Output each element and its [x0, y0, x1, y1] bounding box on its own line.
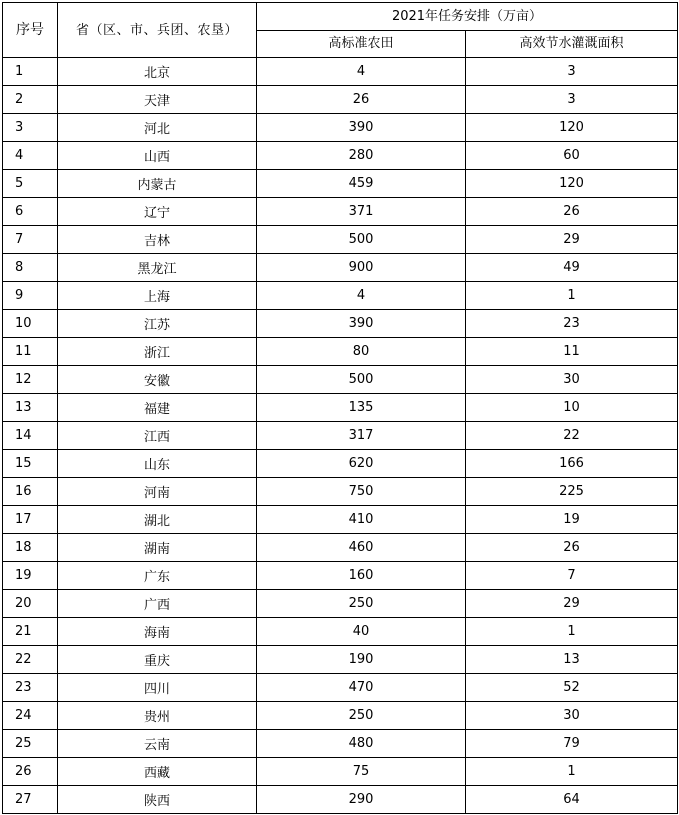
- irrigation-cell: 1: [466, 758, 678, 786]
- farmland-column-header: 高标准农田: [257, 31, 466, 58]
- table-row: [3, 170, 678, 198]
- row-index-cell: 4: [3, 142, 58, 170]
- row-index-cell: 24: [3, 702, 58, 730]
- province-cell: 河南: [58, 478, 257, 506]
- farmland-cell: 470: [257, 674, 466, 702]
- farmland-cell: 459: [257, 170, 466, 198]
- table-row: [3, 58, 678, 86]
- farmland-cell: 26: [257, 86, 466, 114]
- irrigation-cell: 120: [466, 114, 678, 142]
- farmland-cell: 390: [257, 114, 466, 142]
- row-index-cell: 19: [3, 562, 58, 590]
- table-body: [3, 58, 678, 814]
- header-row: [3, 3, 678, 31]
- row-index-cell: 3: [3, 114, 58, 142]
- province-cell: 湖北: [58, 506, 257, 534]
- irrigation-cell: 22: [466, 422, 678, 450]
- farmland-cell: 500: [257, 226, 466, 254]
- table-row: [3, 562, 678, 590]
- farmland-cell: 460: [257, 534, 466, 562]
- irrigation-cell: 29: [466, 226, 678, 254]
- irrigation-cell: 11: [466, 338, 678, 366]
- irrigation-cell: 7: [466, 562, 678, 590]
- irrigation-cell: 23: [466, 310, 678, 338]
- farmland-cell: 390: [257, 310, 466, 338]
- row-index-cell: 12: [3, 366, 58, 394]
- row-index-cell: 10: [3, 310, 58, 338]
- irrigation-column-header: 高效节水灌溉面积: [466, 31, 678, 58]
- row-index-cell: 6: [3, 198, 58, 226]
- farmland-cell: 317: [257, 422, 466, 450]
- row-index-cell: 8: [3, 254, 58, 282]
- province-cell: 天津: [58, 86, 257, 114]
- table-row: [3, 730, 678, 758]
- table-row: [3, 618, 678, 646]
- row-index-cell: 23: [3, 674, 58, 702]
- province-cell: 重庆: [58, 646, 257, 674]
- table-row: [3, 758, 678, 786]
- province-cell: 安徽: [58, 366, 257, 394]
- row-index-cell: 9: [3, 282, 58, 310]
- farmland-cell: 4: [257, 282, 466, 310]
- irrigation-cell: 166: [466, 450, 678, 478]
- table-row: [3, 198, 678, 226]
- irrigation-cell: 49: [466, 254, 678, 282]
- farmland-cell: 250: [257, 590, 466, 618]
- table-row: [3, 142, 678, 170]
- table-row: [3, 254, 678, 282]
- row-index-cell: 27: [3, 786, 58, 814]
- farmland-cell: 280: [257, 142, 466, 170]
- irrigation-cell: 10: [466, 394, 678, 422]
- table-row: [3, 366, 678, 394]
- table-row: [3, 646, 678, 674]
- irrigation-cell: 52: [466, 674, 678, 702]
- farmland-cell: 750: [257, 478, 466, 506]
- farmland-cell: 190: [257, 646, 466, 674]
- table-row: [3, 786, 678, 814]
- irrigation-cell: 3: [466, 86, 678, 114]
- province-cell: 山西: [58, 142, 257, 170]
- table-row: [3, 394, 678, 422]
- province-column-header: 省（区、市、兵团、农垦）: [58, 3, 257, 58]
- province-cell: 黑龙江: [58, 254, 257, 282]
- farmland-cell: 620: [257, 450, 466, 478]
- table-row: [3, 114, 678, 142]
- row-index-cell: 25: [3, 730, 58, 758]
- irrigation-cell: 120: [466, 170, 678, 198]
- irrigation-cell: 26: [466, 534, 678, 562]
- table-row: [3, 534, 678, 562]
- row-index-cell: 26: [3, 758, 58, 786]
- irrigation-cell: 79: [466, 730, 678, 758]
- farmland-cell: 80: [257, 338, 466, 366]
- table-row: [3, 226, 678, 254]
- irrigation-cell: 13: [466, 646, 678, 674]
- province-cell: 广西: [58, 590, 257, 618]
- farmland-cell: 900: [257, 254, 466, 282]
- table-row: [3, 282, 678, 310]
- table-row: [3, 450, 678, 478]
- farmland-cell: 135: [257, 394, 466, 422]
- row-index-cell: 18: [3, 534, 58, 562]
- table-row: [3, 702, 678, 730]
- province-cell: 吉林: [58, 226, 257, 254]
- irrigation-cell: 60: [466, 142, 678, 170]
- province-cell: 上海: [58, 282, 257, 310]
- row-index-cell: 13: [3, 394, 58, 422]
- table-row: [3, 310, 678, 338]
- irrigation-cell: 29: [466, 590, 678, 618]
- irrigation-cell: 64: [466, 786, 678, 814]
- irrigation-cell: 30: [466, 702, 678, 730]
- farmland-cell: 4: [257, 58, 466, 86]
- farmland-cell: 371: [257, 198, 466, 226]
- province-cell: 福建: [58, 394, 257, 422]
- task-group-header: 2021年任务安排（万亩）: [257, 3, 678, 31]
- row-index-cell: 5: [3, 170, 58, 198]
- province-cell: 江西: [58, 422, 257, 450]
- farmland-cell: 160: [257, 562, 466, 590]
- province-cell: 陕西: [58, 786, 257, 814]
- row-index-cell: 15: [3, 450, 58, 478]
- province-cell: 四川: [58, 674, 257, 702]
- province-cell: 贵州: [58, 702, 257, 730]
- table-row: [3, 590, 678, 618]
- row-index-cell: 17: [3, 506, 58, 534]
- table-row: [3, 506, 678, 534]
- farmland-cell: 250: [257, 702, 466, 730]
- row-index-cell: 7: [3, 226, 58, 254]
- farmland-cell: 500: [257, 366, 466, 394]
- province-cell: 浙江: [58, 338, 257, 366]
- irrigation-cell: 30: [466, 366, 678, 394]
- province-cell: 北京: [58, 58, 257, 86]
- row-index-cell: 21: [3, 618, 58, 646]
- row-index-cell: 20: [3, 590, 58, 618]
- table-row: [3, 478, 678, 506]
- province-cell: 山东: [58, 450, 257, 478]
- table-row: [3, 674, 678, 702]
- row-index-cell: 1: [3, 58, 58, 86]
- province-cell: 广东: [58, 562, 257, 590]
- irrigation-cell: 225: [466, 478, 678, 506]
- province-cell: 江苏: [58, 310, 257, 338]
- farmland-cell: 75: [257, 758, 466, 786]
- farmland-cell: 480: [257, 730, 466, 758]
- irrigation-cell: 19: [466, 506, 678, 534]
- farmland-cell: 40: [257, 618, 466, 646]
- province-cell: 辽宁: [58, 198, 257, 226]
- farmland-cell: 410: [257, 506, 466, 534]
- province-cell: 云南: [58, 730, 257, 758]
- irrigation-cell: 3: [466, 58, 678, 86]
- row-index-cell: 16: [3, 478, 58, 506]
- irrigation-cell: 1: [466, 282, 678, 310]
- province-cell: 河北: [58, 114, 257, 142]
- irrigation-cell: 1: [466, 618, 678, 646]
- province-cell: 内蒙古: [58, 170, 257, 198]
- index-column-header: 序号: [3, 3, 58, 58]
- row-index-cell: 22: [3, 646, 58, 674]
- table-header: [3, 3, 678, 58]
- row-index-cell: 11: [3, 338, 58, 366]
- table-row: [3, 422, 678, 450]
- row-index-cell: 14: [3, 422, 58, 450]
- table-row: [3, 338, 678, 366]
- province-cell: 海南: [58, 618, 257, 646]
- province-cell: 湖南: [58, 534, 257, 562]
- row-index-cell: 2: [3, 86, 58, 114]
- table-row: [3, 86, 678, 114]
- task-table: [2, 2, 678, 814]
- province-cell: 西藏: [58, 758, 257, 786]
- irrigation-cell: 26: [466, 198, 678, 226]
- farmland-cell: 290: [257, 786, 466, 814]
